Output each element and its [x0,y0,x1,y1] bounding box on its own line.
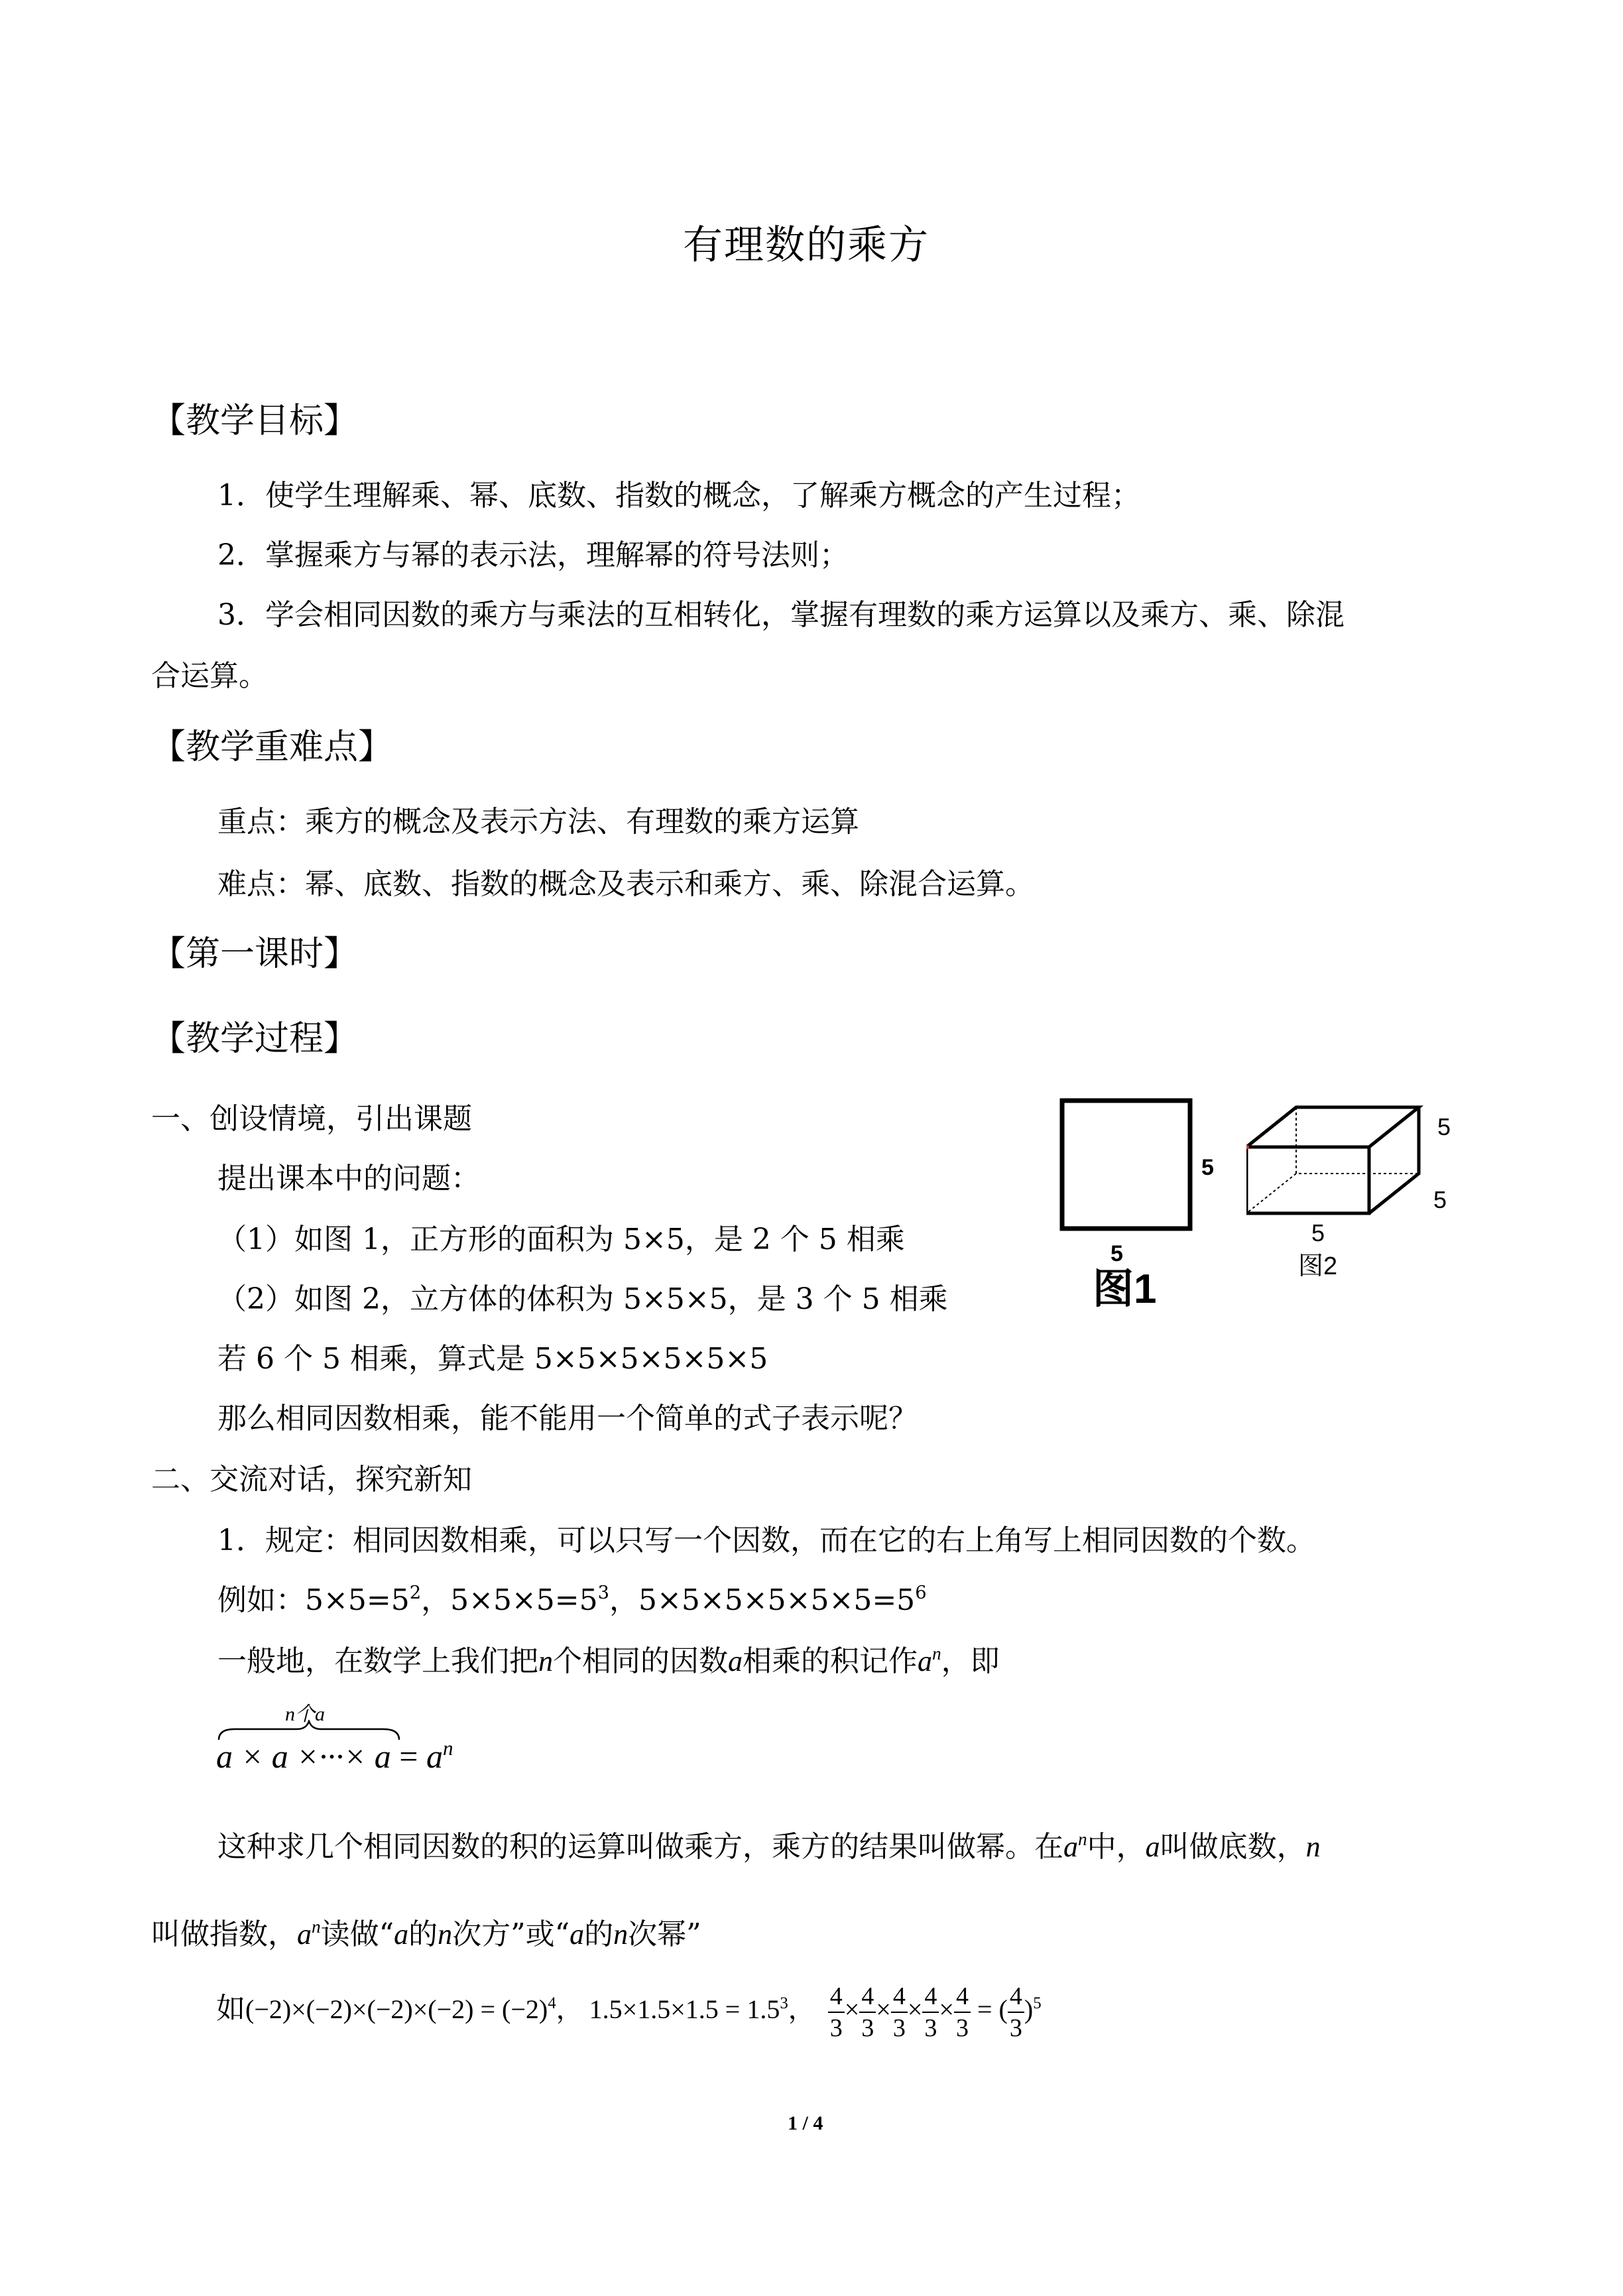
def-a-3: a [570,1918,585,1951]
fraction-result-den: 3 [1009,2014,1022,2042]
fraction-3 [891,1984,908,2041]
goal-2: 2．掌握乘方与幂的表示法，理解幂的符号法则； [217,538,849,572]
fig2-width-label: 5 [1311,1219,1325,1246]
example-1-exp: 2 [409,1582,422,1603]
formula-eq: = [399,1738,418,1775]
difficulty-heading: 【教学重难点】 [151,727,393,767]
general-statement [217,1642,1000,1681]
fig2-height-label: 5 [1437,1113,1451,1140]
part1-line-1: 提出课本中的问题： [217,1162,480,1195]
fraction-5 [954,1984,971,2041]
fig2-depth-label: 5 [1433,1186,1447,1213]
def-an-base: a [1063,1831,1078,1863]
example-prefix: 例如： [217,1583,305,1617]
general-text-1: 一般地，在数学上我们把 [217,1644,538,1678]
lesson-heading: 【第一课时】 [151,934,359,974]
definition-line-1 [217,1827,1321,1867]
def-text-2: 中， [1087,1830,1146,1864]
figure-1-square [1048,1087,1246,1313]
fraction-result-exp: 5 [1033,1994,1042,2012]
fraction-5-num: 4 [954,1984,971,2013]
formula-right-exp: n [442,1736,453,1760]
general-an-base: a [918,1645,932,1677]
page-number: 1 / 4 [788,2112,823,2134]
fraction-1-den: 3 [829,2014,843,2042]
def-n-3: n [613,1918,629,1951]
part1-heading: 一、创设情境，引出课题 [151,1102,472,1136]
fig2-caption: 图2 [1298,1252,1338,1280]
cuboid-top-face [1246,1107,1419,1147]
goals-heading: 【教学目标】 [151,401,359,441]
example-line [217,1581,927,1620]
def-text-1: 这种求几个相同因数的积的运算叫做乘方，乘方的结果叫做幂。在 [217,1830,1063,1864]
def-text-10: 次方”或“ [452,1917,570,1951]
example-1: 5×5=5 [305,1583,410,1617]
example-3-exp: 6 [915,1582,927,1603]
fraction-3-den: 3 [892,2014,906,2042]
square-shape [1062,1101,1190,1229]
fig1-side-label: 5 [1201,1155,1214,1180]
formula-left: a × a ×···× a [216,1738,391,1775]
fraction-4-den: 3 [924,2014,937,2042]
def-text-4: 叫做指数， [151,1917,297,1951]
fraction-1-num: 4 [828,1984,845,2013]
fraction-3-num: 4 [891,1984,908,2013]
general-a: a [728,1645,743,1677]
def-a-2: a [394,1918,409,1951]
brace-label-text: n个a [285,1703,325,1725]
def-an-exp: n [1078,1829,1087,1849]
key-point: 重点：乘方的概念及表示方法、有理数的乘方运算 [217,805,859,839]
def-text-3: 叫做底数， [1160,1830,1306,1864]
example-2-exp: 3 [597,1582,610,1603]
cuboid-hidden-diagonal [1246,1174,1296,1213]
example-decimal-exp: 3 [780,1994,788,2012]
examples-prefix: 如 [216,1992,245,2026]
formula-right-base: a [426,1738,443,1775]
definition-line-2 [151,1915,701,1955]
def-read-base: a [297,1918,312,1951]
def-text-14: 次幂” [628,1917,701,1951]
examples-line: 如$(-2)\times(-2)\times(-2)\times(-2) = (-2)^4$， $1.5\times 1.5\times 1.5 = 1.5^3$， $\frac{4}{3}$ × $\frac{4}{3}$ × $\frac{4}{3}$ × $\frac{4}{3}$ × $\frac{4}{3}$ = ( $\frac{4}{3}$ )$^5$ [216,1982,1042,2042]
def-text-6: 读做“ [320,1917,394,1951]
def-n-2: n [438,1918,453,1951]
general-text-4: ，即 [941,1644,1000,1678]
example-3: ，5×5×5×5×5×5=5 [609,1583,916,1617]
def-text-12: 的 [584,1917,614,1951]
def-text-8: 的 [408,1917,438,1951]
fraction-result [1008,1984,1024,2041]
def-read-exp: n [312,1916,321,1937]
fig1-bottom-label: 5 [1111,1241,1123,1266]
example-2: ，5×5×5=5 [421,1583,598,1617]
fraction-4 [922,1984,939,2041]
examples-sep-2: ， [788,1994,815,2025]
fraction-2 [859,1984,876,2041]
goal-1: 1．使学生理解乘、幂、底数、指数的概念，了解乘方概念的产生过程； [217,479,1140,513]
fraction-close-paren: ) [1024,1994,1034,2025]
part1-line-4: 若 6 个 5 相乘，算式是 5×5×5×5×5×5 [217,1342,768,1376]
fig1-caption: 图1 [1093,1266,1157,1312]
page-title: 有理数的乘方 [683,222,930,269]
cuboid-front-face [1246,1147,1369,1213]
fraction-result-num: 4 [1008,1984,1024,2013]
general-text-2: 个相同的因数 [553,1644,728,1678]
difficult-point: 难点：幂、底数、指数的概念及表示和乘方、乘、除混合运算。 [217,867,1034,901]
part1-line-2: （1）如图 1，正方形的面积为 5×5，是 2 个 5 相乘 [217,1223,905,1256]
power-formula [216,1737,453,1776]
fraction-1 [828,1984,845,2041]
examples-sep-1: ， [556,1994,583,2025]
def-a: a [1145,1831,1160,1863]
fraction-4-num: 4 [922,1984,939,2013]
example-neg2-exp: 4 [548,1994,556,2012]
example-decimal: 1.5×1.5×1.5 = 1.5 [589,1994,780,2025]
figure-2-cuboid [1246,1087,1485,1299]
cuboid-hidden-edges [1296,1107,1419,1174]
rule-text: 1．规定：相同因数相乘，可以只写一个因数，而在它的右上角写上相同因数的个数。 [217,1524,1315,1557]
goal-3-cont: 合运算。 [151,659,268,693]
part1-line-3: （2）如图 2，立方体的体积为 5×5×5，是 3 个 5 相乘 [217,1282,948,1316]
example-neg2: (−2)×(−2)×(−2)×(−2) = (−2) [245,1994,548,2025]
part2-heading: 二、交流对话，探究新知 [151,1463,472,1496]
cuboid-side-edge [1369,1107,1419,1213]
goal-3: 3．学会相同因数的乘方与乘法的互相转化，掌握有理数的乘方运算以及乘方、乘、除混 [217,598,1345,632]
fraction-equals: = ( [977,1994,1008,2025]
fraction-5-den: 3 [955,2014,969,2042]
fraction-2-num: 4 [859,1984,876,2013]
fraction-2-den: 3 [861,2014,874,2042]
def-n: n [1305,1831,1321,1863]
general-text-3: 相乘的积记作 [743,1644,918,1678]
part1-line-5: 那么相同因数相乘，能不能用一个简单的式子表示呢？ [217,1402,918,1435]
general-n: n [538,1645,553,1677]
general-an-exp: n [932,1643,941,1663]
process-heading: 【教学过程】 [151,1019,359,1059]
